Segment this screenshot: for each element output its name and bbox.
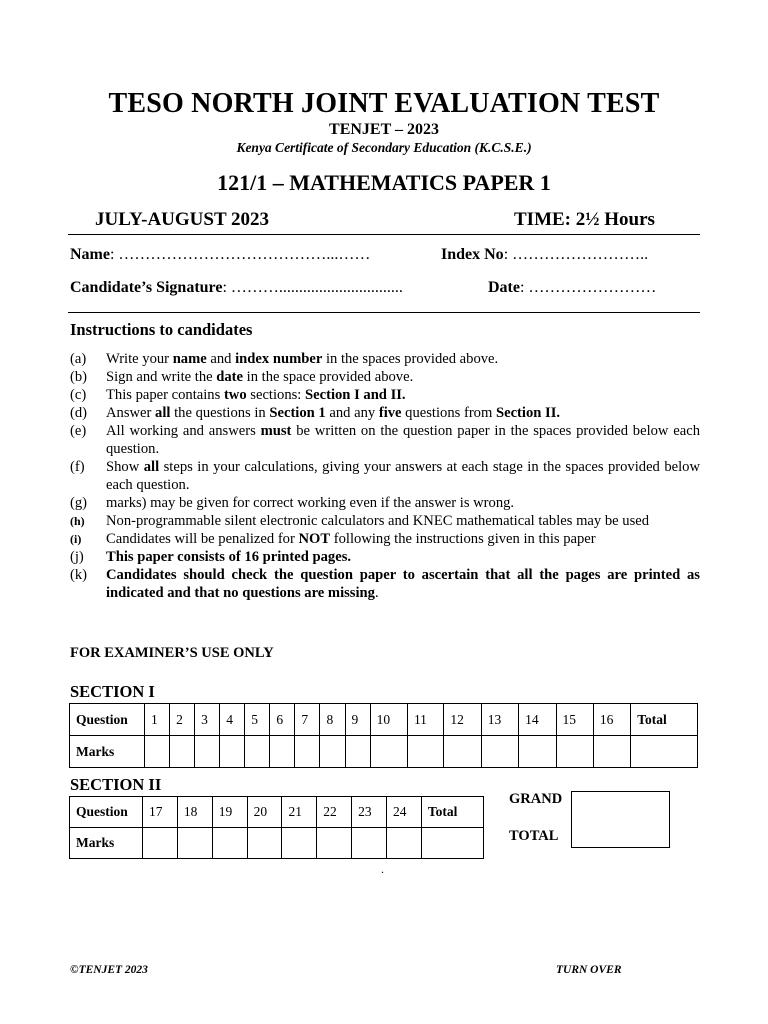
instruction-emphasis: Section I and II. [305, 387, 406, 403]
grand-label: GRAND [509, 791, 563, 807]
question-number-cell: 16 [593, 704, 630, 736]
instruction-label: (h) [70, 514, 85, 528]
stray-dot: . [381, 862, 384, 876]
marks-cell[interactable] [247, 828, 282, 859]
paper-title: 121/1 – MATHEMATICS PAPER 1 [217, 170, 551, 195]
question-number-cell: 15 [556, 704, 593, 736]
instruction-fragment: Sign and write the [106, 369, 217, 385]
instruction-label: (a) [70, 351, 87, 367]
question-number-cell: 1 [145, 704, 170, 736]
instruction-text [106, 548, 700, 566]
name-dots: : …………………………………...…… [109, 246, 371, 263]
question-number-cell: 12 [444, 704, 481, 736]
question-number-cell: 5 [245, 704, 270, 736]
instruction-fragment: All working and answers [106, 423, 261, 439]
marks-cell[interactable] [407, 736, 443, 768]
instruction-fragment: marks) may be given for correct working even if the answer is wrong. [106, 495, 515, 511]
index-label: Index No [441, 246, 504, 263]
question-row [70, 704, 698, 736]
instruction-emphasis: all [143, 459, 160, 475]
question-number-cell: 23 [352, 797, 387, 828]
marks-cell[interactable] [352, 828, 387, 859]
instruction-item [70, 350, 700, 368]
instruction-label: (d) [70, 405, 88, 421]
instruction-item [70, 566, 700, 602]
question-number-cell: 11 [407, 704, 443, 736]
instruction-fragment: the questions in [170, 405, 270, 421]
instruction-fragment: Write your [106, 351, 173, 367]
instruction-fragment: following the instructions given in this paper [330, 531, 596, 547]
index-dots: : …………………….. [503, 246, 649, 263]
date-label: Date [488, 279, 520, 296]
instruction-emphasis: date [216, 369, 244, 385]
instruction-emphasis: NOT [298, 531, 331, 547]
instruction-emphasis: Section 1 [269, 405, 326, 421]
marks-cell[interactable] [295, 736, 320, 768]
instruction-label: (b) [70, 369, 88, 385]
grand-total-label: TOTAL [509, 828, 559, 844]
exam-date: JULY-AUGUST 2023 [95, 209, 270, 230]
instruction-label: (i) [70, 532, 82, 546]
question-number-cell: 8 [320, 704, 345, 736]
exam-name: Kenya Certificate of Secondary Education (K.C.S.E.) [236, 140, 532, 155]
question-number-cell: 13 [481, 704, 518, 736]
instruction-text [106, 404, 700, 422]
index-field[interactable] [441, 246, 648, 264]
instruction-label: (g) [70, 495, 88, 511]
total-marks-cell[interactable] [631, 736, 698, 768]
instruction-fragment: Show [106, 459, 144, 475]
marks-cell[interactable] [143, 828, 178, 859]
document-title: TESO NORTH JOINT EVALUATION TEST [108, 88, 660, 119]
marks-cell[interactable] [317, 828, 352, 859]
instruction-item [70, 404, 700, 422]
instruction-text [106, 530, 700, 548]
instruction-emphasis: Section II. [495, 405, 561, 421]
question-number-cell: 17 [143, 797, 178, 828]
instruction-fragment: and any [325, 405, 379, 421]
instruction-label: (j) [70, 549, 84, 565]
instruction-fragment: This paper contains [106, 387, 224, 403]
instruction-emphasis: Candidates should check the question paper to ascertain that all the pages are printed as indicated and that no questions are missing [106, 567, 700, 601]
question-header: Question [70, 797, 143, 828]
marks-cell[interactable] [387, 828, 422, 859]
marks-cell[interactable] [481, 736, 518, 768]
instruction-item [70, 422, 700, 458]
section-2-title: SECTION II [70, 775, 162, 794]
instruction-text [106, 494, 700, 512]
question-number-cell: 4 [220, 704, 245, 736]
signature-field[interactable] [70, 279, 403, 297]
marks-cell[interactable] [170, 736, 195, 768]
instruction-label: (k) [70, 567, 88, 583]
instruction-emphasis: must [260, 423, 292, 439]
divider [68, 234, 700, 235]
instruction-emphasis: index number [235, 351, 323, 367]
instruction-fragment: Answer [106, 405, 156, 421]
question-number-cell: 14 [519, 704, 556, 736]
instruction-text [106, 512, 700, 530]
instruction-fragment: Non-programmable silent electronic calculators and KNEC mathematical tables may be used [106, 513, 650, 529]
question-number-cell: 24 [387, 797, 422, 828]
marks-row [70, 736, 698, 768]
instruction-emphasis: two [223, 387, 247, 403]
instruction-fragment: Candidates will be penalized for [106, 531, 299, 547]
marks-row [70, 828, 484, 859]
instruction-item [70, 368, 700, 386]
instruction-emphasis: This paper consists of 16 printed pages. [106, 549, 352, 565]
instruction-text [106, 566, 700, 602]
instruction-fragment: be written on the question paper in the spaces provided below each question. [106, 423, 700, 457]
question-number-cell: 21 [282, 797, 317, 828]
instruction-fragment: and [206, 351, 236, 367]
marks-cell[interactable] [370, 736, 407, 768]
section-1-title: SECTION I [70, 682, 155, 701]
instruction-label: (f) [70, 459, 85, 475]
instruction-item [70, 494, 700, 512]
question-number-cell: 2 [170, 704, 195, 736]
turn-over-footer: TURN OVER [556, 964, 622, 976]
instruction-item [70, 548, 700, 566]
marks-cell[interactable] [220, 736, 245, 768]
marks-cell[interactable] [556, 736, 593, 768]
total-marks-cell[interactable] [421, 828, 483, 859]
instruction-emphasis: name [172, 351, 207, 367]
examiner-heading: FOR EXAMINER’S USE ONLY [70, 645, 274, 661]
test-code: TENJET – 2023 [329, 121, 439, 138]
question-number-cell: 10 [370, 704, 407, 736]
instruction-fragment: in the space provided above. [243, 369, 414, 385]
instruction-item [70, 386, 700, 404]
marks-cell[interactable] [345, 736, 370, 768]
marks-cell[interactable] [177, 828, 212, 859]
marks-cell[interactable] [270, 736, 295, 768]
marks-header: Marks [70, 828, 143, 859]
date-field[interactable] [488, 279, 656, 297]
signature-label: Candidate’s Signature [70, 279, 223, 296]
marks-cell[interactable] [519, 736, 556, 768]
marks-cell[interactable] [145, 736, 170, 768]
instructions-title: Instructions to candidates [70, 320, 253, 339]
question-header: Question [70, 704, 145, 736]
divider [68, 312, 700, 313]
instruction-label: (e) [70, 423, 87, 439]
instruction-item [70, 458, 700, 494]
marks-cell[interactable] [444, 736, 481, 768]
instruction-text [106, 368, 700, 386]
instruction-fragment: in the spaces provided above. [322, 351, 499, 367]
marks-cell[interactable] [245, 736, 270, 768]
marks-cell[interactable] [212, 828, 247, 859]
total-header: Total [631, 704, 698, 736]
question-number-cell: 22 [317, 797, 352, 828]
question-number-cell: 7 [295, 704, 320, 736]
instruction-emphasis: five [378, 405, 402, 421]
instructions-list [70, 350, 700, 602]
question-number-cell: 20 [247, 797, 282, 828]
section-2-marks-table [69, 796, 484, 859]
instruction-fragment: sections: [246, 387, 306, 403]
signature-dots: : ………............................... [222, 279, 403, 296]
grand-total-box[interactable] [571, 791, 670, 848]
marks-cell[interactable] [195, 736, 220, 768]
question-number-cell: 9 [345, 704, 370, 736]
question-number-cell: 19 [212, 797, 247, 828]
marks-cell[interactable] [320, 736, 345, 768]
instruction-fragment: questions from [401, 405, 496, 421]
instruction-fragment: . [374, 585, 379, 601]
question-row [70, 797, 484, 828]
instruction-item [70, 530, 700, 548]
instruction-text [106, 422, 700, 458]
marks-cell[interactable] [593, 736, 630, 768]
instruction-fragment: steps in your calculations, giving your answers at each stage in the spaces provided below each question. [106, 459, 700, 493]
question-number-cell: 18 [177, 797, 212, 828]
question-number-cell: 6 [270, 704, 295, 736]
copyright-footer: ©TENJET 2023 [70, 964, 148, 976]
instruction-label: (c) [70, 387, 87, 403]
name-label: Name [70, 246, 110, 263]
date-dots: : …………………… [519, 279, 657, 296]
marks-cell[interactable] [282, 828, 317, 859]
instruction-item [70, 512, 700, 530]
exam-time: TIME: 2½ Hours [514, 209, 655, 230]
instruction-emphasis: all [155, 405, 171, 421]
marks-header: Marks [70, 736, 145, 768]
name-field[interactable] [70, 246, 370, 264]
total-header: Total [421, 797, 483, 828]
instruction-text [106, 458, 700, 494]
section-1-marks-table [69, 703, 698, 768]
instruction-text [106, 386, 700, 404]
instruction-text [106, 350, 700, 368]
question-number-cell: 3 [195, 704, 220, 736]
